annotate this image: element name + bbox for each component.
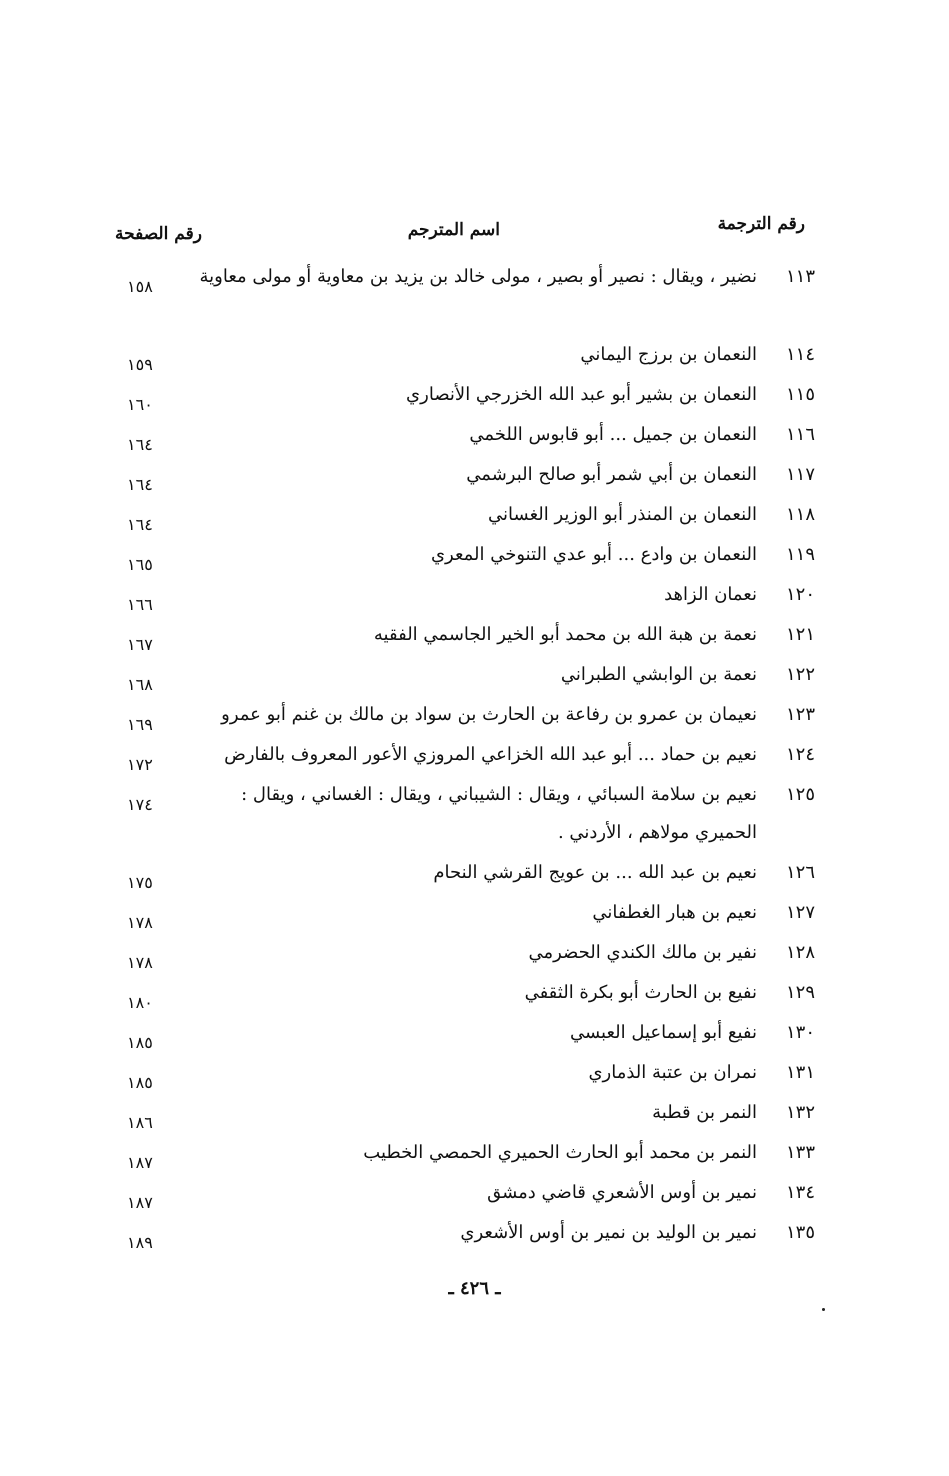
- entry-page-number: ١٨٠: [127, 993, 153, 1012]
- entry-page-number: ١٥٩: [127, 355, 153, 374]
- entry-page-number: ١٥٨: [127, 277, 153, 296]
- list-item: [115, 496, 815, 536]
- entry-name: النعمان بن بشير أبو عبد الله الخزرجي الأنصاري: [406, 384, 757, 405]
- list-item: [115, 656, 815, 696]
- list-item: [115, 776, 815, 854]
- header-name: اسم المترجم: [407, 220, 500, 240]
- entry-page-number: ١٨٥: [127, 1073, 153, 1092]
- list-item: [115, 258, 815, 336]
- entry-name: نعيم بن عبد الله ... بن عويج القرشي النحام: [433, 862, 757, 883]
- entry-name: النعمان بن أبي شمر أبو صالح البرشمي: [466, 464, 757, 485]
- list-item: [115, 894, 815, 934]
- entry-name: النعمان بن جميل ... أبو قابوس اللخمي: [469, 424, 757, 445]
- entry-name: النمر بن محمد أبو الحارث الحميري الحمصي الخطيب: [363, 1142, 757, 1163]
- entry-number: ١٣٤: [785, 1182, 815, 1203]
- entry-number: ١١٧: [785, 464, 815, 485]
- table-header: [115, 214, 805, 254]
- entry-number: ١٣٠: [785, 1022, 815, 1043]
- entry-number: ١١٦: [785, 424, 815, 445]
- entry-number: ١٢٢: [785, 664, 815, 685]
- entry-number: ١١٣: [785, 266, 815, 287]
- entry-page-number: ١٨٥: [127, 1033, 153, 1052]
- entry-number: ١٢٠: [785, 584, 815, 605]
- entry-name: نمير بن أوس الأشعري قاضي دمشق: [487, 1182, 757, 1203]
- entries-list: [115, 258, 815, 1254]
- list-item: [115, 416, 815, 456]
- entry-page-number: ١٦٨: [127, 675, 153, 694]
- entry-number: ١٢٧: [785, 902, 815, 923]
- list-item: [115, 1094, 815, 1134]
- list-item: [115, 376, 815, 416]
- entry-name: نعيم بن هبار الغطفاني: [592, 902, 757, 923]
- entry-number: ١٢٦: [785, 862, 815, 883]
- entry-number: ١٢٤: [785, 744, 815, 765]
- entry-number: ١٣٣: [785, 1142, 815, 1163]
- entry-page-number: ١٨٧: [127, 1193, 153, 1212]
- entry-name: نفيع أبو إسماعيل العبسي: [569, 1022, 757, 1043]
- entry-number: ١٢٨: [785, 942, 815, 963]
- stray-mark: [822, 1308, 825, 1311]
- list-item: [115, 974, 815, 1014]
- entry-page-number: ١٦٦: [127, 595, 153, 614]
- entry-name: النعمان بن وادع ... أبو عدي التنوخي المعري: [430, 544, 757, 565]
- list-item: [115, 616, 815, 656]
- entry-name: نفير بن مالك الكندي الحضرمي: [528, 942, 757, 963]
- header-page-number: رقم الصفحة: [115, 224, 202, 244]
- entry-number: ١٢٣: [785, 704, 815, 725]
- entry-page-number: ١٧٥: [127, 873, 153, 892]
- entry-number: ١٢٥: [785, 784, 815, 805]
- entry-page-number: ١٧٤: [127, 795, 153, 814]
- list-item: [115, 854, 815, 894]
- entry-name: النعمان بن برزج اليماني: [580, 344, 757, 365]
- entry-page-number: ١٧٨: [127, 953, 153, 972]
- entry-name: نعمة بن الوابشي الطبراني: [560, 664, 757, 685]
- entry-number: ١٣١: [785, 1062, 815, 1083]
- entry-page-number: ١٦٤: [127, 515, 153, 534]
- entry-number: ١١٨: [785, 504, 815, 525]
- entry-number: ١٣٢: [785, 1102, 815, 1123]
- entry-name: نعمة بن هبة الله بن محمد أبو الخير الجاسمي الفقيه: [373, 624, 757, 645]
- entry-name: نضير ، ويقال : نصير أو بصير ، مولى خالد بن يزيد بن معاوية أو مولى معاوية: [199, 266, 757, 287]
- list-item: [115, 1214, 815, 1254]
- list-item: [115, 1014, 815, 1054]
- header-entry-number: رقم الترجمة: [717, 214, 805, 234]
- entry-page-number: ١٦٧: [127, 635, 153, 654]
- entry-page-number: ١٦٥: [127, 555, 153, 574]
- entry-number: ١٢١: [785, 624, 815, 645]
- entry-page-number: ١٧٢: [127, 755, 153, 774]
- entry-name: نعيمان بن عمرو بن رفاعة بن الحارث بن سواد بن مالك بن غنم أبو عمرو: [221, 704, 757, 725]
- entry-name: النعمان بن المنذر أبو الوزير الغساني: [488, 504, 757, 525]
- entry-name: نمير بن الوليد بن نمير بن أوس الأشعري: [460, 1222, 757, 1243]
- entry-name: نفيع بن الحارث أبو بكرة الثقفي: [524, 982, 757, 1003]
- entry-number: ١٢٩: [785, 982, 815, 1003]
- entry-number: ١١٩: [785, 544, 815, 565]
- entry-number: ١١٤: [785, 344, 815, 365]
- list-item: [115, 536, 815, 576]
- list-item: [115, 336, 815, 376]
- entry-name: نعمان الزاهد: [664, 584, 757, 605]
- entry-page-number: ١٧٨: [127, 913, 153, 932]
- list-item: [115, 456, 815, 496]
- list-item: [115, 934, 815, 974]
- entry-page-number: ١٦٠: [127, 395, 153, 414]
- list-item: [115, 1054, 815, 1094]
- entry-page-number: ١٨٦: [127, 1113, 153, 1132]
- list-item: [115, 736, 815, 776]
- entry-name: نعيم بن حماد ... أبو عبد الله الخزاعي المروزي الأعور المعروف بالفارض: [224, 744, 757, 765]
- entry-number: ١٣٥: [785, 1222, 815, 1243]
- entry-name: النمر بن قطبة: [652, 1102, 757, 1123]
- entry-page-number: ١٦٤: [127, 435, 153, 454]
- entry-page-number: ١٦٩: [127, 715, 153, 734]
- entry-page-number: ١٨٩: [127, 1233, 153, 1252]
- entry-page-number: ١٨٧: [127, 1153, 153, 1172]
- list-item: [115, 1174, 815, 1214]
- entry-page-number: ١٦٤: [127, 475, 153, 494]
- list-item: [115, 696, 815, 736]
- entry-name: نمران بن عتبة الذماري: [588, 1062, 757, 1083]
- entry-number: ١١٥: [785, 384, 815, 405]
- list-item: [115, 1134, 815, 1174]
- entry-name: نعيم بن سلامة السبائي ، ويقال : الشيباني ، ويقال : الغساني ، ويقال : الحميري مولاهم ، الأردني .: [241, 784, 757, 843]
- list-item: [115, 576, 815, 616]
- page-number: ـ ٤٢٦ ـ: [448, 1278, 501, 1299]
